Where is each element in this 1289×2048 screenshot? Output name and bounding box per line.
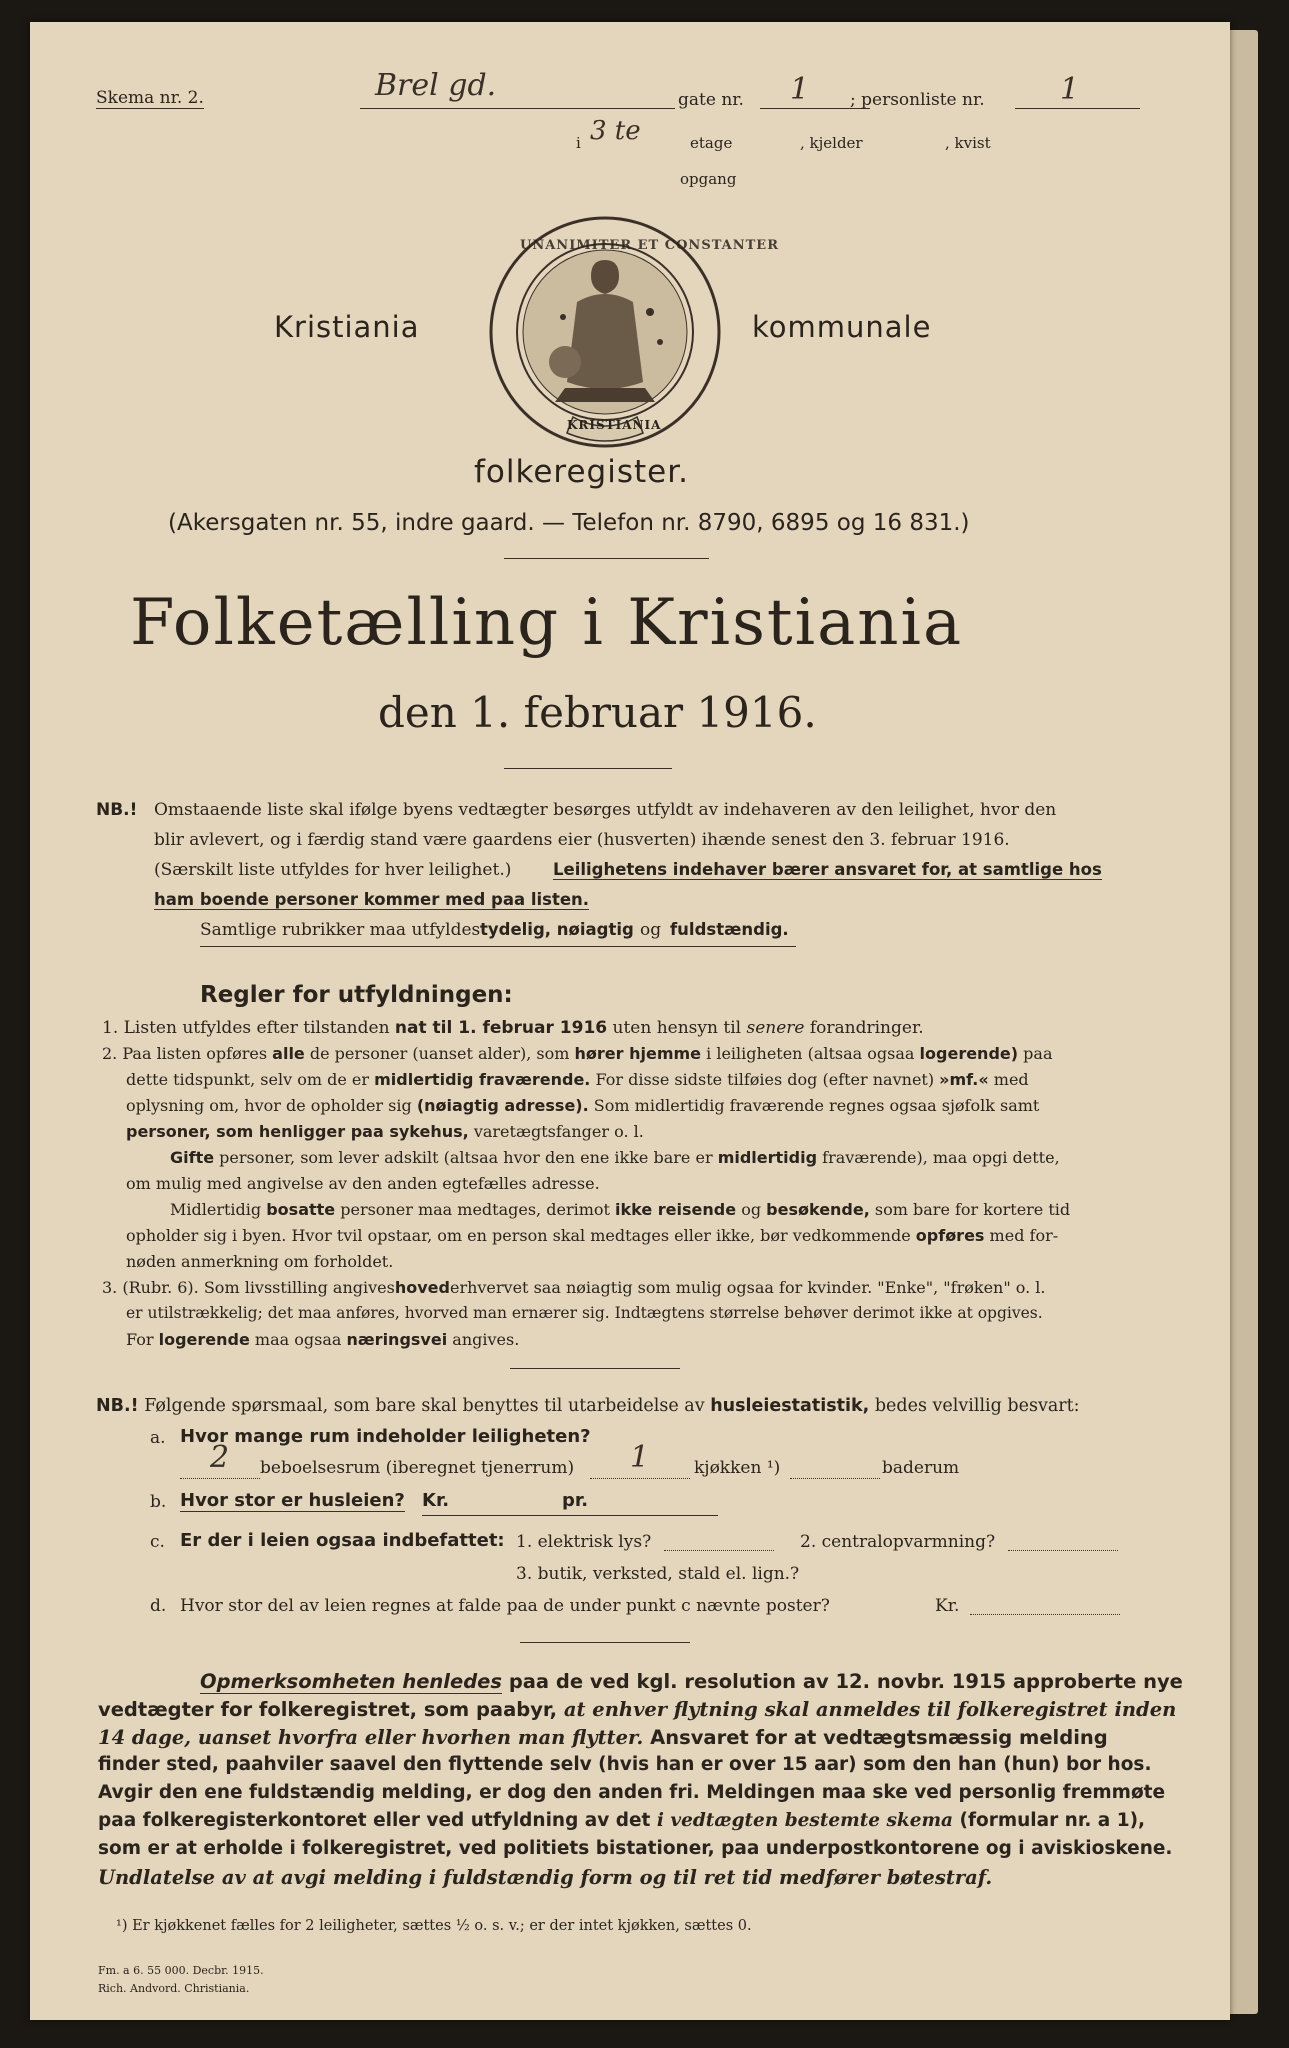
nb1-underline bbox=[200, 946, 796, 947]
office-address: (Akersgaten nr. 55, indre gaard. — Telefon nr. 8790, 6895 og 16 831.) bbox=[168, 510, 970, 536]
kitchen-line bbox=[590, 1478, 690, 1479]
q-a-letter: a. bbox=[150, 1428, 166, 1448]
personliste-line bbox=[1015, 108, 1140, 109]
bottom-line3 bbox=[98, 1726, 1108, 1749]
nb1-line3a: (Særskilt liste utfyldes for hver leilighet.) bbox=[154, 860, 512, 880]
q-c3: 3. butik, verksted, stald el. lign.? bbox=[516, 1564, 800, 1584]
rule-text: som bare for kortere tid bbox=[874, 1200, 1071, 1219]
rule-bold: »mf.« bbox=[939, 1070, 989, 1089]
rule-2-line5 bbox=[170, 1148, 1060, 1167]
rule-text: 3. (Rubr. 6). Som livsstilling angives bbox=[102, 1278, 395, 1297]
rule-2-line8 bbox=[126, 1226, 1058, 1245]
rule-3-line3 bbox=[126, 1330, 519, 1349]
kitchen-value: 1 bbox=[630, 1440, 650, 1475]
bottom-italic: i vedtægten bestemte skema bbox=[656, 1810, 954, 1831]
kvist-label: , kvist bbox=[945, 134, 991, 152]
rule-text: med bbox=[993, 1070, 1029, 1089]
rooms-line bbox=[180, 1478, 260, 1479]
kitchen-label: kjøkken ¹) bbox=[694, 1458, 781, 1478]
bottom-line5 bbox=[98, 1782, 1165, 1803]
q-d-kr: Kr. bbox=[935, 1596, 960, 1616]
rule-italic: senere bbox=[746, 1018, 805, 1038]
skema-label: Skema nr. 2. bbox=[96, 88, 204, 108]
bottom-text: Avgir den ene fuldstændig melding, er dog den anden fri. Meldingen maa ske ved personlig fremmøte bbox=[98, 1782, 1166, 1803]
census-form-page bbox=[30, 22, 1230, 2020]
rule-bold: hoved bbox=[394, 1278, 450, 1297]
nb1-line4: ham boende personer kommer med paa listen. bbox=[154, 890, 590, 909]
nb2-text: Følgende spørsmaal, som bare skal benyttes til utarbeidelse av bbox=[144, 1396, 705, 1416]
rule-bold: opføres bbox=[915, 1226, 985, 1245]
title-date: den 1. februar 1916. bbox=[378, 688, 817, 737]
bottom-text: paa folkeregisterkontoret eller ved utfyldning av det bbox=[98, 1810, 651, 1831]
rule-text: i leiligheten (altsaa ogsaa bbox=[706, 1044, 915, 1063]
bottom-text: Ansvaret for at vedtægtsmæssig melding bbox=[650, 1726, 1108, 1749]
rule-text: varetægtsfanger o. l. bbox=[473, 1122, 644, 1141]
bottom-text: vedtægter for folkeregistret, som paabyr, bbox=[98, 1698, 558, 1721]
gate-label: gate nr. bbox=[678, 90, 744, 110]
bottom-text: som er at erholde i folkeregistret, ved politiets bistationer, paa underpostkontorene og i aviskioskene. bbox=[98, 1838, 1173, 1859]
kjelder-label: , kjelder bbox=[800, 134, 863, 152]
rule-text: personer, som lever adskilt (altsaa hvor den ene ikke bare er bbox=[219, 1148, 713, 1167]
q-b-text: Hvor stor er husleien? bbox=[180, 1490, 405, 1511]
rule-text: og bbox=[741, 1200, 762, 1219]
nb-label: NB.! bbox=[96, 800, 138, 820]
nb1-line5a: Samtlige rubrikker maa utfyldes bbox=[200, 920, 481, 940]
bottom-line4 bbox=[98, 1754, 1151, 1775]
nb1-line3b: Leilighetens indehaver bærer ansvaret for, at samtlige hos bbox=[553, 860, 1102, 879]
rule-text: erhvervet saa nøiagtig som mulig ogsaa for kvinder. "Enke", "frøken" o. l. bbox=[449, 1278, 1046, 1297]
bath-label: baderum bbox=[882, 1458, 960, 1478]
rule-text: er utilstrækkelig; det maa anføres, hvorved man ernærer sig. Indtægtens størrelse behøver derimot ikke at opgives. bbox=[126, 1304, 1043, 1322]
q-b-pr: pr. bbox=[562, 1490, 589, 1511]
rule-text: 1. Listen utfyldes efter tilstanden bbox=[102, 1018, 390, 1038]
bath-line bbox=[790, 1478, 880, 1479]
bottom-text: finder sted, paahviler saavel den flyttende selv (hvis han er over 15 aar) som den han (hun) bor hos. bbox=[98, 1754, 1152, 1775]
rule-text: forandringer. bbox=[809, 1018, 924, 1038]
rule-text: For bbox=[126, 1330, 154, 1349]
rule-text: oplysning om, hvor de opholder sig bbox=[126, 1096, 412, 1115]
rule-text: Midlertidig bbox=[170, 1200, 262, 1219]
rule-text: fraværende), maa opgi dette, bbox=[822, 1148, 1060, 1167]
rule-bold: Gifte bbox=[170, 1148, 215, 1167]
divider bbox=[504, 768, 672, 769]
rule-text: 2. Paa listen opføres bbox=[102, 1044, 268, 1063]
rule-bold: logerende) bbox=[919, 1044, 1019, 1063]
bottom-italic: Opmerksomheten henledes bbox=[200, 1670, 503, 1693]
rule-bold: hører hjemme bbox=[574, 1044, 702, 1063]
nb2-intro bbox=[96, 1396, 1080, 1416]
rule-text: de personer (uanset alder), som bbox=[309, 1044, 570, 1063]
street-line bbox=[360, 108, 675, 109]
etage-value: 3 te bbox=[590, 116, 641, 146]
q-a-text: Hvor mange rum indeholder leiligheten? bbox=[180, 1426, 591, 1447]
nb2-text: bedes velvillig besvart: bbox=[874, 1396, 1080, 1416]
q-c2: 2. centralopvarmning? bbox=[800, 1532, 996, 1552]
rule-bold: besøkende, bbox=[766, 1200, 870, 1219]
rule-text: nøden anmerkning om forholdet. bbox=[126, 1252, 394, 1271]
rule-2-line6 bbox=[126, 1174, 600, 1193]
nb-label: NB.! bbox=[96, 1396, 139, 1416]
bottom-line6 bbox=[98, 1810, 1145, 1831]
rule-text: dette tidspunkt, selv om de er bbox=[126, 1070, 369, 1089]
q-b-kr: Kr. bbox=[422, 1490, 450, 1511]
rule-text: opholder sig i byen. Hvor tvil opstaar, om en person skal medtages eller ikke, bør vedkommende bbox=[126, 1226, 911, 1245]
c1-line bbox=[664, 1550, 774, 1551]
rule-bold: logerende bbox=[158, 1330, 250, 1349]
office-line2: folkeregister. bbox=[474, 454, 689, 490]
seal-bottom-text: KRISTIANIA bbox=[567, 418, 662, 432]
rule-1 bbox=[102, 1018, 924, 1038]
main-title: Folketælling i Kristiania bbox=[130, 586, 964, 660]
rule-bold: bosatte bbox=[266, 1200, 336, 1219]
divider bbox=[520, 1642, 690, 1643]
c2-line bbox=[1008, 1550, 1118, 1551]
rule-bold: alle bbox=[272, 1044, 305, 1063]
office-left: Kristiania bbox=[274, 310, 420, 344]
rule-2-line9 bbox=[126, 1252, 393, 1271]
gate-value: 1 bbox=[790, 72, 810, 107]
rule-text: For disse sidste tilføies dog (efter navnet) bbox=[595, 1070, 935, 1089]
rule-2-line1 bbox=[102, 1044, 1052, 1063]
q-c-letter: c. bbox=[150, 1532, 165, 1552]
bottom-italic: at enhver flytning skal anmeldes til folkeregistret inden bbox=[563, 1698, 1177, 1721]
opgang-label: opgang bbox=[680, 170, 737, 188]
rule-text: personer maa medtages, derimot bbox=[340, 1200, 610, 1219]
q-c-text: Er der i leien ogsaa indbefattet: bbox=[180, 1530, 505, 1551]
rule-2-line7 bbox=[170, 1200, 1070, 1219]
nb1-line5b: tydelig, nøiagtig bbox=[480, 920, 634, 939]
rule-bold: personer, som henligger paa sykehus, bbox=[126, 1122, 469, 1141]
office-right: kommunale bbox=[752, 310, 932, 344]
rent-line bbox=[422, 1515, 718, 1516]
bottom-line1 bbox=[200, 1670, 1183, 1693]
bottom-line2 bbox=[98, 1698, 1176, 1721]
nb1-line5d: fuldstændig. bbox=[670, 920, 789, 939]
q-d-text: Hvor stor del av leien regnes at falde paa de under punkt c nævnte poster? bbox=[180, 1596, 830, 1616]
rule-bold: midlertidig fraværende. bbox=[374, 1070, 591, 1089]
rule-3-line1 bbox=[102, 1278, 1046, 1297]
etage-label: etage bbox=[690, 134, 733, 152]
street-handwritten: Brel gd. bbox=[375, 68, 497, 103]
rules-heading: Regler for utfyldningen: bbox=[200, 982, 513, 1008]
bottom-line8 bbox=[98, 1866, 992, 1889]
imprint-line2: Rich. Andvord. Christiania. bbox=[98, 1982, 250, 1995]
rule-text: angives. bbox=[452, 1330, 520, 1349]
bottom-text: paa de ved kgl. resolution av 12. novbr. 1915 approberte nye bbox=[508, 1670, 1183, 1693]
rule-2-line2 bbox=[126, 1070, 1029, 1089]
rule-text: om mulig med angivelse av den anden egtefælles adresse. bbox=[126, 1174, 600, 1193]
q-b-letter: b. bbox=[150, 1492, 167, 1512]
rule-text: paa bbox=[1023, 1044, 1053, 1063]
rule-bold: ikke reisende bbox=[615, 1200, 737, 1219]
personliste-label: ; personliste nr. bbox=[850, 90, 985, 110]
rule-bold: (nøiagtig adresse). bbox=[416, 1096, 589, 1115]
rule-bold: midlertidig bbox=[717, 1148, 818, 1167]
rule-text: med for- bbox=[989, 1226, 1059, 1245]
imprint-line1: Fm. a 6. 55 000. Decbr. 1915. bbox=[98, 1964, 264, 1977]
bottom-text: (formular nr. a 1), bbox=[959, 1810, 1146, 1831]
rule-3-line2 bbox=[126, 1304, 1043, 1322]
rule-2-line4 bbox=[126, 1122, 644, 1141]
rule-text: maa ogsaa bbox=[254, 1330, 342, 1349]
bottom-italic: 14 dage, uanset hvorfra eller hvorhen man flytter. bbox=[98, 1726, 644, 1749]
personliste-value: 1 bbox=[1060, 72, 1080, 107]
rule-2-line3 bbox=[126, 1096, 1039, 1115]
rooms-label: beboelsesrum (iberegnet tjenerrum) bbox=[260, 1458, 575, 1478]
nb1-line1: Omstaaende liste skal ifølge byens vedtægter besørges utfyldt av indehaveren av den leilighet, hvor den bbox=[154, 800, 1057, 820]
nb2-bold: husleiestatistik, bbox=[710, 1396, 870, 1416]
bottom-italic: Undlatelse av at avgi melding i fuldstændig form og til ret tid medfører bøtestraf. bbox=[98, 1866, 993, 1889]
q-d-letter: d. bbox=[150, 1596, 167, 1616]
rule-bold: næringsvei bbox=[346, 1330, 448, 1349]
nb1-line2: blir avlevert, og i færdig stand være gaardens eier (husverten) ihænde senest den 3. februar 1916. bbox=[154, 830, 1010, 850]
rule-bold: nat til 1. februar 1916 bbox=[394, 1018, 608, 1038]
i-label: i bbox=[576, 134, 581, 152]
seal-ring-text: UNANIMITER ET CONSTANTER bbox=[520, 238, 780, 253]
footnote: ¹) Er kjøkkenet fælles for 2 leiligheter, sættes ½ o. s. v.; er der intet kjøkken, sættes 0. bbox=[116, 1918, 752, 1934]
nb1-line5c: og bbox=[640, 920, 662, 940]
rule-text: Som midlertidig fraværende regnes ogsaa sjøfolk samt bbox=[593, 1096, 1040, 1115]
divider bbox=[504, 558, 709, 559]
rule-text: uten hensyn til bbox=[612, 1018, 742, 1038]
rooms-value: 2 bbox=[210, 1440, 230, 1475]
q-c1: 1. elektrisk lys? bbox=[516, 1532, 652, 1552]
d-line bbox=[970, 1614, 1120, 1615]
divider bbox=[510, 1368, 680, 1369]
bottom-line7 bbox=[98, 1838, 1172, 1859]
